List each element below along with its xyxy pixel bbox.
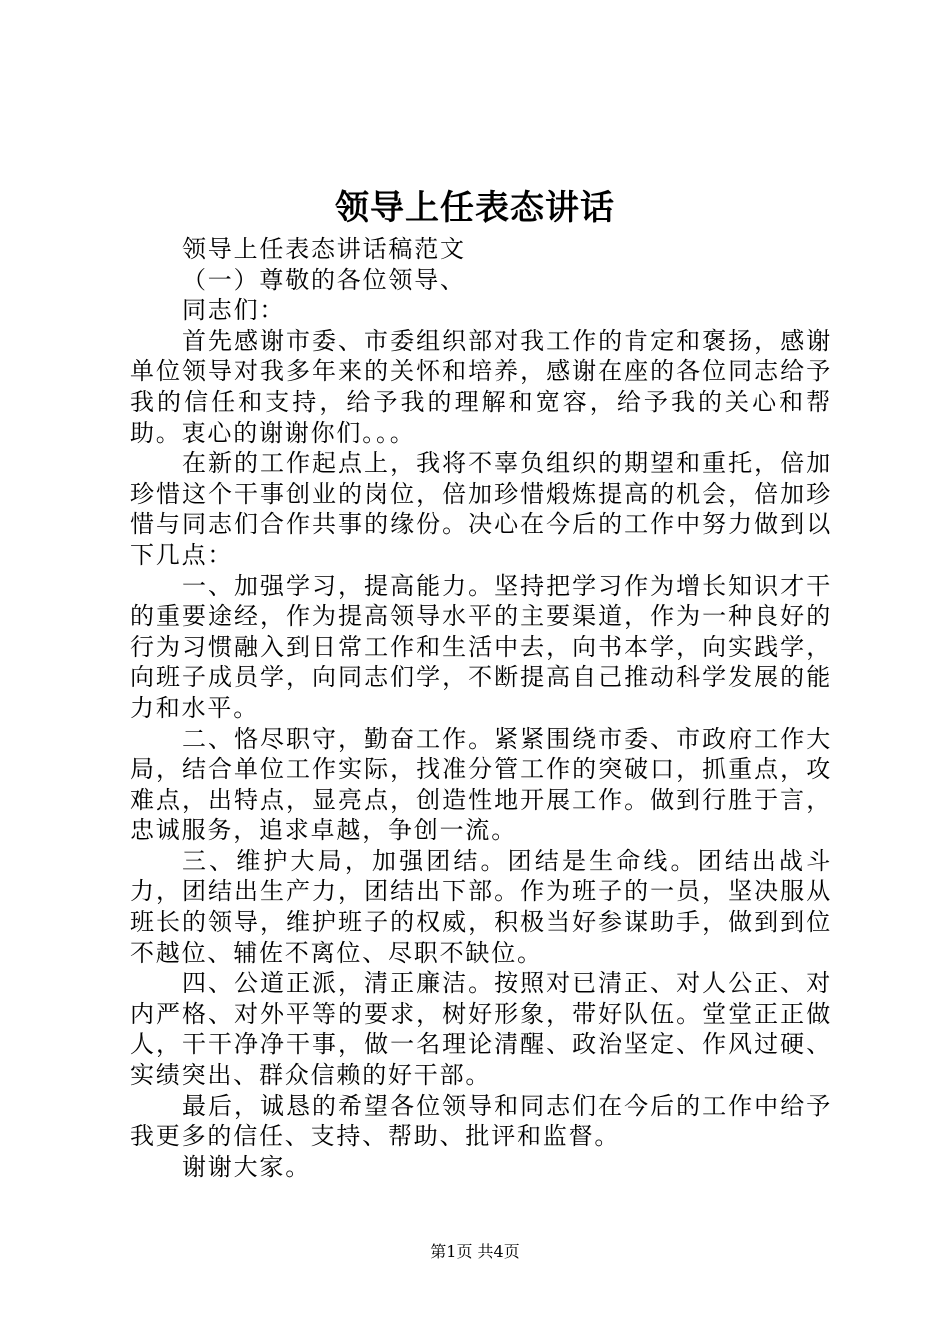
page-footer: 第1页 共4页 bbox=[430, 1242, 520, 1261]
paragraph-point-4: 四、公道正派，清正廉洁。按照对已清正、对人公正、对内严格、对外平等的要求，树好形象，带好队伍。堂堂正正做人，干干净净干事，做一名理论清醒、政治坚定、作风过硬、实绩突出、群众信赖的好干部。 bbox=[130, 969, 832, 1090]
paragraph-closing: 最后，诚恳的希望各位领导和同志们在今后的工作中给予我更多的信任、支持、帮助、批评和监督。 bbox=[130, 1091, 832, 1151]
paragraph-salutation-2: 同志们： bbox=[182, 296, 286, 325]
paragraph-point-1: 一、加强学习，提高能力。坚持把学习作为增长知识才干的重要途经，作为提高领导水平的主要渠道，作为一种良好的行为习惯融入到日常工作和生活中去，向书本学，向实践学，向班子成员学，向同志们学，不断提高自己推动科学发展的能力和水平。 bbox=[130, 571, 832, 722]
paragraph-point-2: 二、恪尽职守，勤奋工作。紧紧围绕市委、市政府工作大局，结合单位工作实际，找准分管工作的突破口，抓重点，攻难点，出特点，显亮点，创造性地开展工作。做到行胜于言，忠诚服务，追求卓越，争创一流。 bbox=[130, 724, 832, 845]
document-title: 领导上任表态讲话 bbox=[335, 188, 615, 228]
paragraph-point-3: 三、维护大局，加强团结。团结是生命线。团结出战斗力，团结出生产力，团结出下部。作为班子的一员，坚决服从班长的领导，维护班子的权威，积极当好参谋助手，做到到位不越位、辅佐不离位、尽职不缺位。 bbox=[130, 846, 832, 967]
paragraph-thank-you: 谢谢大家。 bbox=[182, 1152, 311, 1181]
paragraph-subtitle: 领导上任表态讲话稿范文 bbox=[182, 235, 466, 263]
document-body bbox=[130, 234, 832, 1182]
paragraph-commitment: 在新的工作起点上，我将不辜负组织的期望和重托，倍加珍惜这个干事创业的岗位，倍加珍惜煅炼提高的机会，倍加珍惜与同志们合作共事的缘份。决心在今后的工作中努力做到以下几点： bbox=[130, 449, 832, 569]
paragraph-salutation-1: （一）尊敬的各位领导、 bbox=[182, 265, 466, 294]
paragraph-thanks: 首先感谢市委、市委组织部对我工作的肯定和褒扬，感谢单位领导对我多年来的关怀和培养，感谢在座的各位同志给予我的信任和支持，给予我的理解和宽容，给予我的关心和帮助。衷心的谢谢你们。。。 bbox=[130, 326, 832, 447]
